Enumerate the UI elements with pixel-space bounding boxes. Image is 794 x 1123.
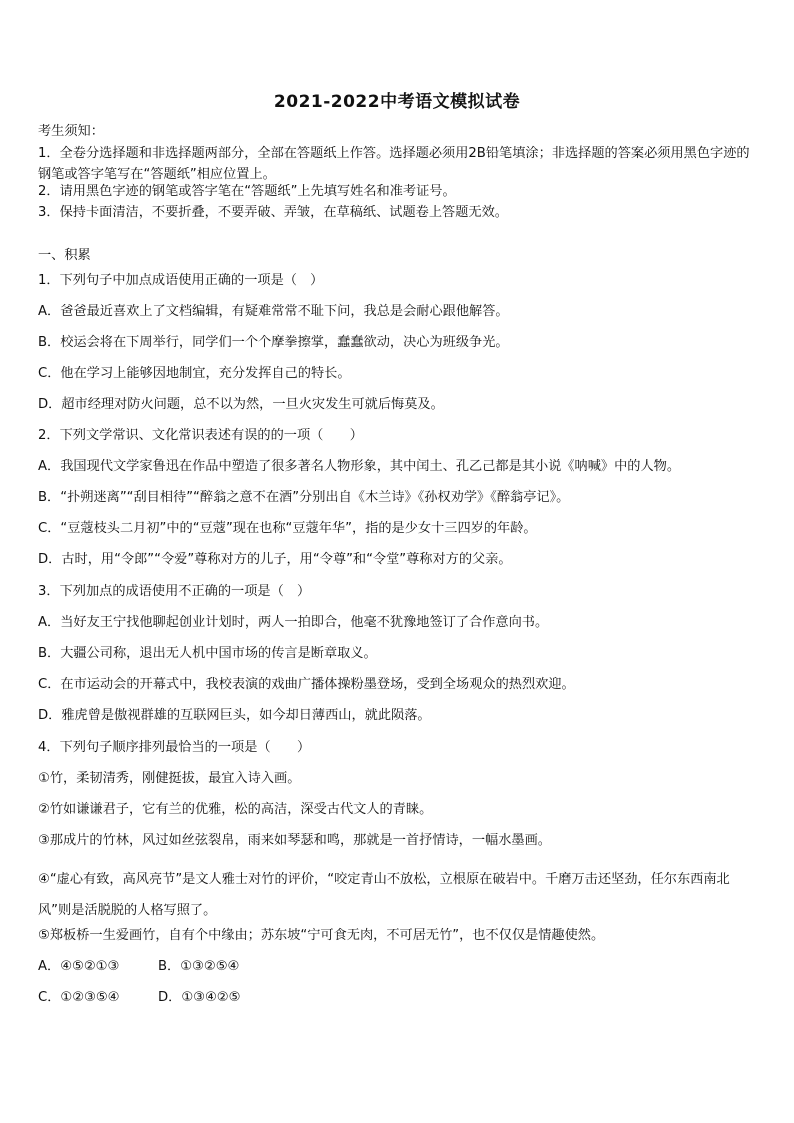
question-4-sentence-5: ⑤郑板桥一生爱画竹，自有个中缘由；苏东坡“宁可食无肉，不可居无竹”，也不仅仅是情趣使然。 — [38, 928, 605, 943]
notice-item-3: 3．保持卡面清洁，不要折叠，不要弄破、弄皱，在草稿纸、试题卷上答题无效。 — [38, 205, 508, 220]
question-4-sentence-3: ③那成片的竹林，风过如丝弦裂帛，雨来如琴瑟和鸣，那就是一首抒情诗，一幅水墨画。 — [38, 833, 551, 848]
question-4-sentence-4: ④“虚心有致，高风亮节”是文人雅士对竹的评价，“咬定青山不放松，立根原在破岩中。千磨万击还坚劲，任尔东西南北风”则是活脱脱的人格写照了。 — [38, 872, 730, 918]
question-1-option-d: D．超市经理对防火问题，总不以为然，一旦火灾发生可就后悔莫及。 — [38, 397, 444, 412]
question-4-option-d: D．①③④②⑤ — [158, 990, 241, 1005]
question-4-option-a: A．④⑤②①③ — [38, 959, 120, 974]
question-4-stem: 4．下列句子顺序排列最恰当的一项是（ ） — [38, 740, 311, 755]
question-3-option-c: C．在市运动会的开幕式中，我校表演的戏曲广播体操粉墨登场，受到全场观众的热烈欢迎。 — [38, 677, 575, 692]
page-title: 2021-2022中考语文模拟试卷 — [273, 92, 521, 112]
question-1-stem: 1．下列句子中加点成语使用正确的一项是（ ） — [38, 273, 324, 288]
question-4-sentence-2: ②竹如谦谦君子，它有兰的优雅，松的高洁，深受古代文人的青睐。 — [38, 802, 433, 817]
notice-item-1: 1．全卷分选择题和非选择题两部分，全部在答题纸上作答。选择题必须用2B铅笔填涂；非选择题的答案必须用黑色字迹的钢笔或答字笔写在“答题纸”相应位置上。 — [38, 146, 750, 182]
question-2-option-a: A．我国现代文学家鲁迅在作品中塑造了很多著名人物形象，其中闰土、孔乙己都是其小说《呐喊》中的人物。 — [38, 459, 681, 474]
question-1-option-a: A．爸爸最近喜欢上了文档编辑，有疑难常常不耻下问，我总是会耐心跟他解答。 — [38, 304, 509, 319]
question-4-option-b: B．①③②⑤④ — [158, 959, 240, 974]
question-4-sentence-1: ①竹，柔韧清秀，刚健挺拔，最宜入诗入画。 — [38, 771, 301, 786]
question-3-option-d: D．雅虎曾是傲视群雄的互联网巨头，如今却日薄西山，就此陨落。 — [38, 708, 431, 723]
question-1-option-c: C．他在学习上能够因地制宜，充分发挥自己的特长。 — [38, 366, 351, 381]
question-4-option-c: C．①②③⑤④ — [38, 990, 120, 1005]
question-3-stem: 3．下列加点的成语使用不正确的一项是（ ） — [38, 584, 311, 599]
question-2-stem: 2．下列文学常识、文化常识表述有误的的一项（ ） — [38, 428, 363, 443]
question-1-option-b: B．校运会将在下周举行，同学们一个个摩拳擦掌，蠢蠢欲动，决心为班级争光。 — [38, 335, 509, 350]
question-3-option-b: B．大疆公司称，退出无人机中国市场的传言是断章取义。 — [38, 646, 377, 661]
notice-heading: 考生须知： — [38, 124, 104, 139]
question-2-option-d: D．古时，用“令郎”“令爱”尊称对方的儿子，用“令尊”和“令堂”尊称对方的父亲。 — [38, 552, 512, 567]
notice-item-2: 2．请用黑色字迹的钢笔或答字笔在“答题纸”上先填写姓名和准考证号。 — [38, 184, 456, 199]
section-heading: 一、积累 — [38, 248, 91, 263]
question-3-option-a: A．当好友王宁找他聊起创业计划时，两人一拍即合，他毫不犹豫地签订了合作意向书。 — [38, 615, 549, 630]
question-2-option-c: C．“豆蔻枝头二月初”中的“豆蔻”现在也称“豆蔻年华”，指的是少女十三四岁的年龄。 — [38, 521, 537, 536]
question-2-option-b: B．“扑朔迷离”“刮目相待”“醉翁之意不在酒”分别出自《木兰诗》《孙权劝学》《醉翁亭记》。 — [38, 490, 570, 505]
